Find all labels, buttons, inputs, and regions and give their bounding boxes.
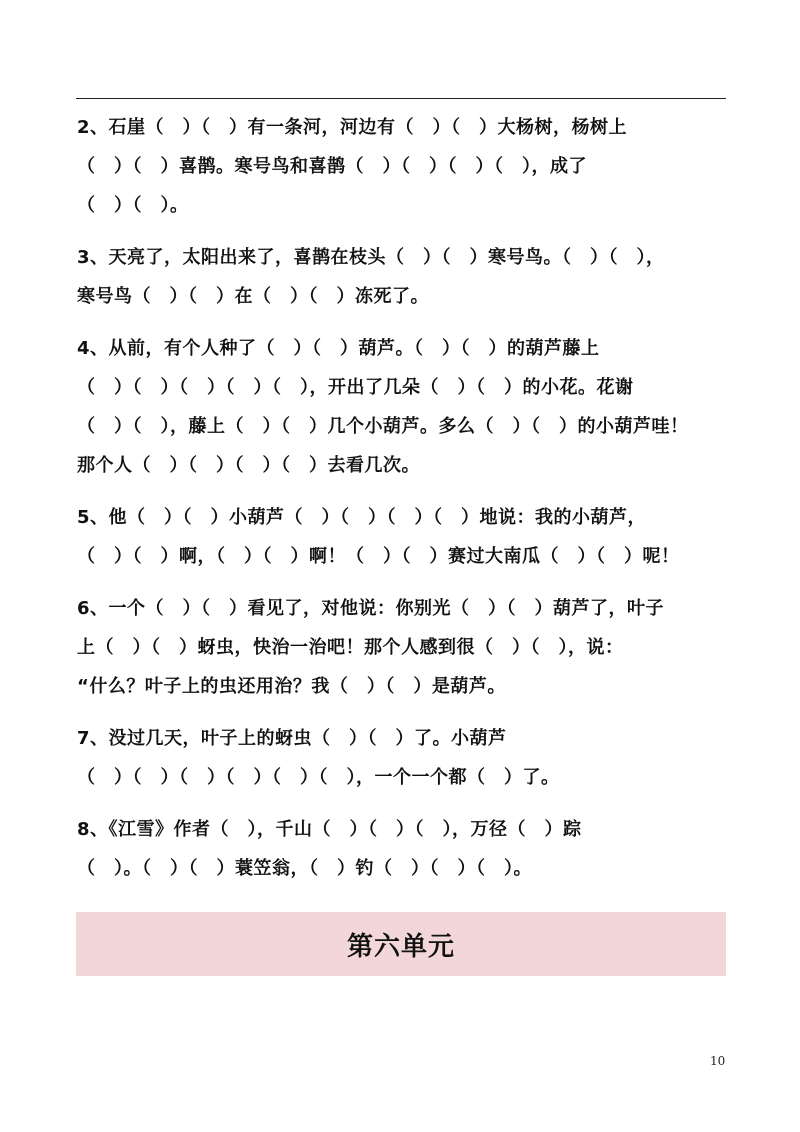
question-line: （ ）（ ）（ ）（ ）（ ），开出了几朵（ ）（ ）的小花。花谢	[77, 377, 634, 398]
question-line: （ ）。（ ）（ ）蓑笠翁，（ ）钓（ ）（ ）（ ）。	[77, 858, 532, 879]
question-line: （ ）（ ）喜鹊。寒号鸟和喜鹊（ ）（ ）（ ）（ ），成了	[77, 156, 587, 177]
worksheet-questions	[77, 108, 727, 901]
question-line: 4、从前，有个人种了（ ）（ ）葫芦。（ ）（ ）的葫芦藤上	[77, 338, 600, 359]
question-line: （ ）（ ）。	[77, 195, 189, 216]
question-2	[77, 108, 727, 225]
question-line: 3、天亮了，太阳出来了，喜鹊在枝头（ ）（ ）寒号鸟。（ ）（ ），	[77, 247, 665, 268]
question-3	[77, 238, 727, 316]
unit-title: 第六单元	[346, 931, 455, 962]
question-6	[77, 589, 727, 706]
question-line: 7、没过几天，叶子上的蚜虫（ ）（ ）了。小葫芦	[77, 728, 507, 749]
question-line: 2、石崖（ ）（ ）有一条河，河边有（ ）（ ）大杨树，杨树上	[77, 117, 628, 138]
question-line: （ ）（ ）啊，（ ）（ ）啊！（ ）（ ）赛过大南瓜（ ）（ ）呢！	[77, 546, 680, 567]
unit-banner	[76, 912, 726, 976]
question-7	[77, 719, 727, 797]
question-8	[77, 810, 727, 888]
question-line: 8、《江雪》作者（ ），千山（ ）（ ）（ ），万径（ ）踪	[77, 819, 582, 840]
question-line: （ ）（ ），藤上（ ）（ ）几个小葫芦。多么（ ）（ ）的小葫芦哇！	[77, 416, 689, 437]
top-rule	[76, 98, 726, 99]
question-line: “什么？叶子上的虫还用治？我（ ）（ ）是葫芦。	[77, 676, 506, 697]
question-line: 那个人（ ）（ ）（ ）（ ）去看几次。	[77, 455, 420, 476]
question-4	[77, 329, 727, 485]
question-line: 上（ ）（ ）蚜虫，快治一治吧！那个人感到很（ ）（ ），说：	[77, 637, 624, 658]
question-line: 5、他（ ）（ ）小葫芦（ ）（ ）（ ）（ ）地说：我的小葫芦，	[77, 507, 647, 528]
question-line: （ ）（ ）（ ）（ ）（ ）（ ），一个一个都（ ）了。	[77, 767, 560, 788]
question-line: 寒号鸟（ ）（ ）在（ ）（ ）冻死了。	[77, 286, 429, 307]
page-number: 10	[710, 1054, 726, 1068]
question-line: 6、一个（ ）（ ）看见了，对他说：你别光（ ）（ ）葫芦了，叶子	[77, 598, 665, 619]
question-5	[77, 498, 727, 576]
